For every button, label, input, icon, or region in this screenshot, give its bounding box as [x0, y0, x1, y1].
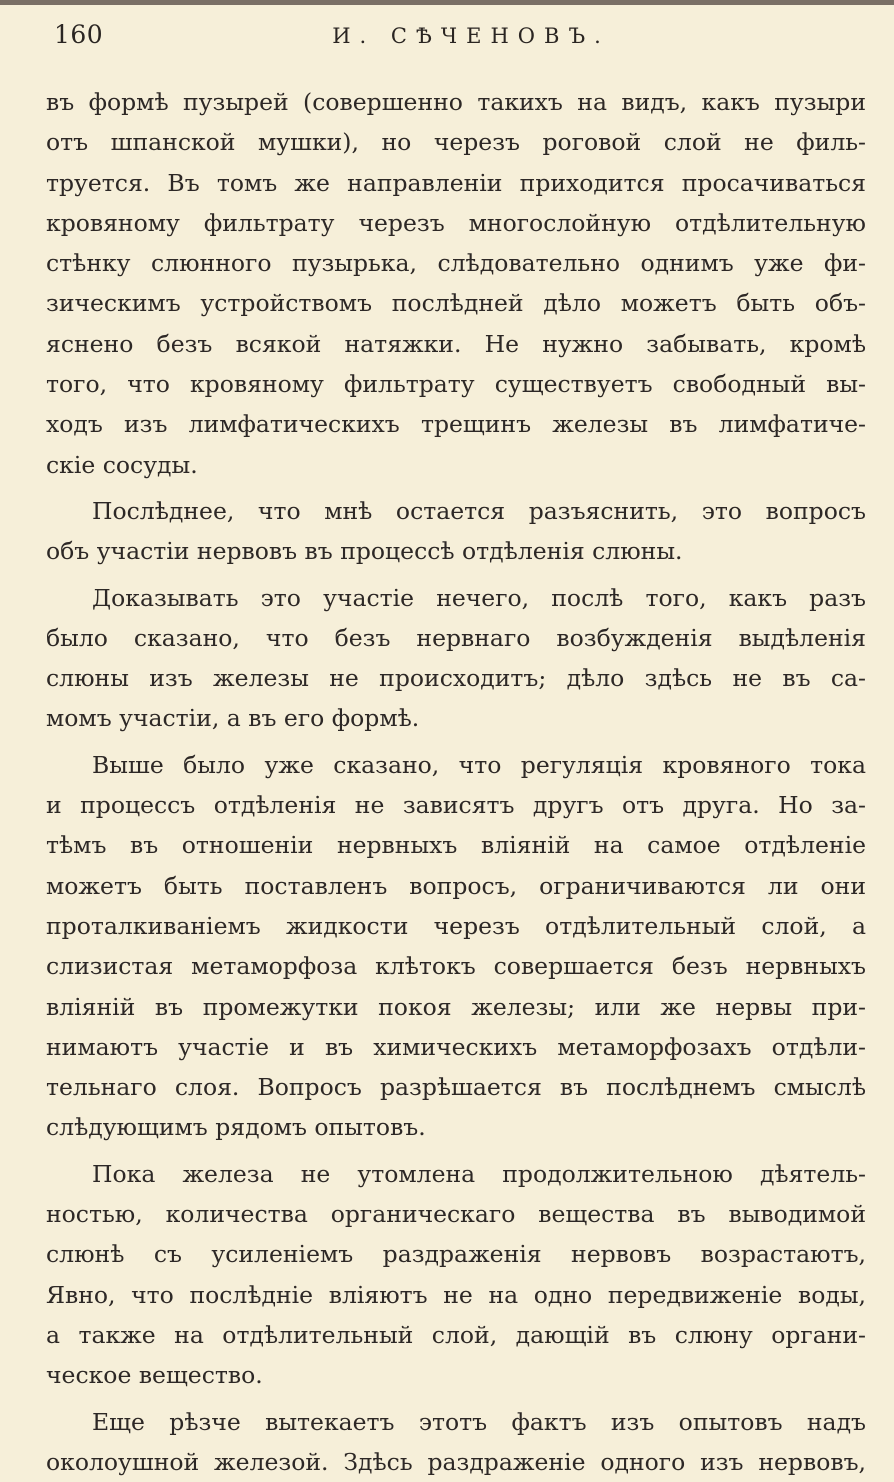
- text-line: околоушной железой. Здѣсь раздраженіе одного изъ нервовъ,: [46, 1442, 866, 1482]
- page-header: [46, 14, 866, 70]
- text-line: Послѣднее, что мнѣ остается разъяснить, это вопросъ: [46, 491, 866, 531]
- text-line: нимаютъ участіе и въ химическихъ метаморфозахъ отдѣли-: [46, 1027, 866, 1067]
- running-title: И. СѢЧЕНОВЪ.: [46, 24, 866, 48]
- text-line: тѣмъ въ отношеніи нервныхъ вліяній на самое отдѣленіе: [46, 825, 866, 865]
- text-line: тельнаго слоя. Вопросъ разрѣшается въ послѣднемъ смыслѣ: [46, 1067, 866, 1107]
- paragraph: [46, 1154, 866, 1396]
- text-line: Доказывать это участіе нечего, послѣ того, какъ разъ: [46, 578, 866, 618]
- text-line: Пока железа не утомлена продолжительною дѣятель-: [46, 1154, 866, 1194]
- text-line: яснено безъ всякой натяжки. Не нужно забывать, кромѣ: [46, 324, 866, 364]
- page-number: 160: [54, 20, 103, 49]
- text-line: въ формѣ пузырей (совершенно такихъ на видъ, какъ пузыри: [46, 82, 866, 122]
- text-line: и процессъ отдѣленія не зависятъ другъ отъ друга. Но за-: [46, 785, 866, 825]
- page-top-border: [0, 0, 894, 5]
- text-line: ностью, количества органическаго вещества въ выводимой: [46, 1194, 866, 1234]
- text-line: а также на отдѣлительный слой, дающій въ слюну органи-: [46, 1315, 866, 1355]
- text-line: ходъ изъ лимфатическихъ трещинъ железы въ лимфатиче-: [46, 404, 866, 444]
- text-line: зическимъ устройствомъ послѣдней дѣло можетъ быть объ-: [46, 283, 866, 323]
- text-line: Еще рѣзче вытекаетъ этотъ фактъ изъ опытовъ надъ: [46, 1402, 866, 1442]
- book-page: [46, 14, 866, 1334]
- text-line: того, что кровяному фильтрату существуетъ свободный вы-: [46, 364, 866, 404]
- text-line: кровяному фильтрату черезъ многослойную отдѣлительную: [46, 203, 866, 243]
- paragraph: [46, 82, 866, 485]
- text-line: ческое вещество.: [46, 1355, 866, 1395]
- text-line: отъ шпанской мушки), но черезъ роговой слой не филь-: [46, 122, 866, 162]
- paragraph: [46, 745, 866, 1148]
- text-line: скіе сосуды.: [46, 445, 866, 485]
- text-line: объ участіи нервовъ въ процессѣ отдѣленія слюны.: [46, 531, 866, 571]
- paragraph: [46, 1402, 866, 1482]
- text-line: проталкиваніемъ жидкости черезъ отдѣлительный слой, а: [46, 906, 866, 946]
- text-line: слюны изъ железы не происходитъ; дѣло здѣсь не въ са-: [46, 658, 866, 698]
- text-line: момъ участіи, а въ его формѣ.: [46, 698, 866, 738]
- text-line: вліяній въ промежутки покоя железы; или же нервы при-: [46, 987, 866, 1027]
- text-line: слизистая метаморфоза клѣтокъ совершается безъ нервныхъ: [46, 946, 866, 986]
- text-line: можетъ быть поставленъ вопросъ, ограничиваются ли они: [46, 866, 866, 906]
- text-line: было сказано, что безъ нервнаго возбужденія выдѣленія: [46, 618, 866, 658]
- text-line: труется. Въ томъ же направленіи приходится просачиваться: [46, 163, 866, 203]
- paragraph: [46, 578, 866, 739]
- text-line: слѣдующимъ рядомъ опытовъ.: [46, 1107, 866, 1147]
- text-line: Выше было уже сказано, что регуляція кровяного тока: [46, 745, 866, 785]
- text-line: слюнѣ съ усиленіемъ раздраженія нервовъ возрастаютъ,: [46, 1234, 866, 1274]
- paragraph: [46, 491, 866, 572]
- text-line: стѣнку слюнного пузырька, слѣдовательно однимъ уже фи-: [46, 243, 866, 283]
- body-text: [46, 82, 866, 1482]
- text-line: Явно, что послѣдніе вліяютъ не на одно передвиженіе воды,: [46, 1275, 866, 1315]
